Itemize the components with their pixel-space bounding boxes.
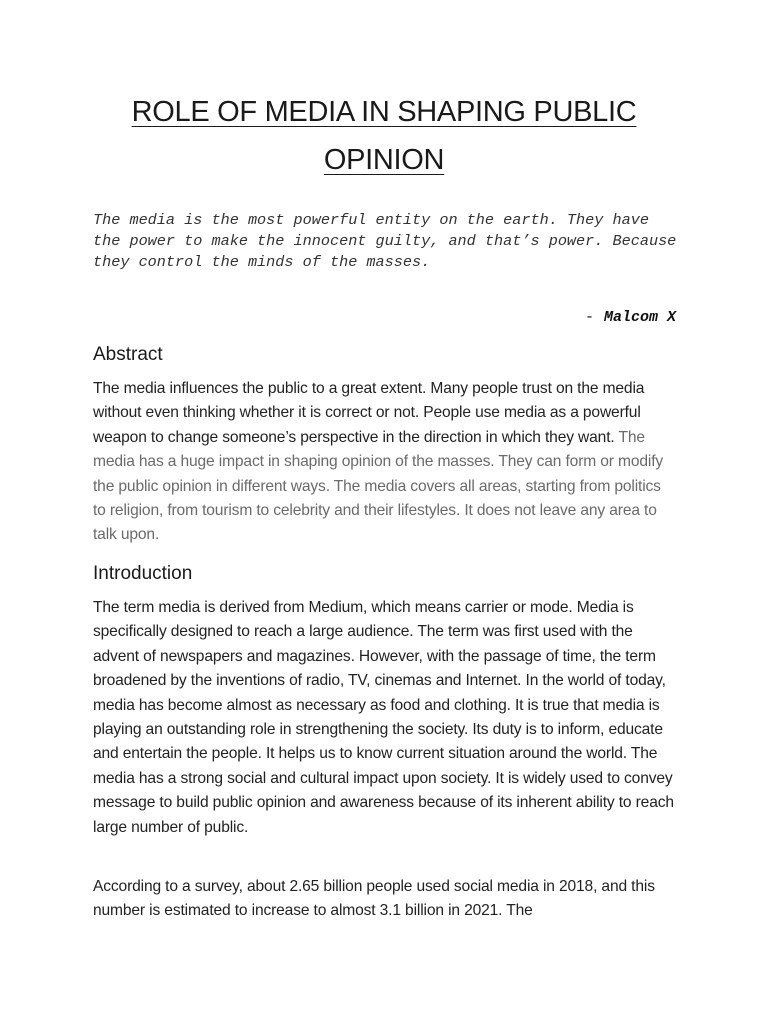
abstract-text-main: The media influences the public to a great extent. Many people trust on the media without even thinking whether it is correct or not. People use media as a powerful weapon to change someone’s perspective in the direction in which they want.: [93, 380, 645, 446]
introduction-heading: Introduction: [93, 563, 193, 584]
abstract-text-muted: The media has a huge impact in shaping opinion of the masses. They can form or modify the public opinion in different ways. The media covers all areas, starting from politics to religion, from tourism to celebrity and their lifestyles. It does not leave any area to talk upon.: [93, 428, 664, 544]
abstract-paragraph: [93, 377, 675, 548]
document-title: ROLE OF MEDIA IN SHAPING PUBLIC OPINION: [131, 96, 637, 176]
introduction-paragraph-2: According to a survey, about 2.65 billion people used social media in 2018, and this number is estimated to increase to almost 3.1 billion in 2021. The: [93, 878, 655, 920]
epigraph-attribution: [520, 308, 676, 328]
abstract-heading: Abstract: [93, 344, 163, 365]
attribution-author: Malcom X: [603, 309, 676, 326]
introduction-paragraph-1: The term media is derived from Medium, which means carrier or mode. Media is specifically designed to reach a large audience. The term was first used with the advent of newspapers and magazines. However, with the passage of time, the term broadened by the inventions of radio, TV, cinemas and Internet. In the world of today, media has become almost as necessary as food and clothing. It is true that media is playing an outstanding role in strengthening the society. Its duty is to inform, educate and entertain the people. It helps us to know current situation around the world. The media has a strong social and cultural impact upon society. It is widely used to convey message to build public opinion and awareness because of its inherent ability to reach large number of public.: [93, 599, 674, 836]
attribution-dash: -: [584, 309, 594, 326]
epigraph-quote: The media is the most powerful entity on the earth. They have the power to make the innocent guilty, and that’s power. Because they control the minds of the masses.: [93, 211, 677, 271]
